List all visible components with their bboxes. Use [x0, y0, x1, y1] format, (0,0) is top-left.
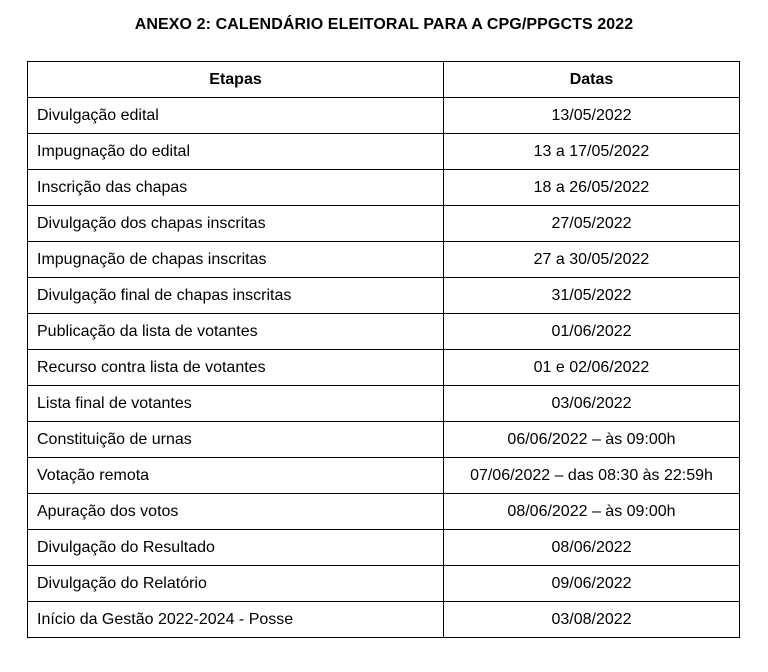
stage-cell: Lista final de votantes: [28, 386, 444, 422]
date-cell: 13 a 17/05/2022: [444, 134, 740, 170]
date-cell: 09/06/2022: [444, 566, 740, 602]
table-row: [28, 566, 740, 602]
date-cell: 06/06/2022 – às 09:00h: [444, 422, 740, 458]
date-cell: 01/06/2022: [444, 314, 740, 350]
stage-cell: Divulgação do Relatório: [28, 566, 444, 602]
table-row: [28, 530, 740, 566]
table-row: [28, 386, 740, 422]
table-header-row: [28, 62, 740, 98]
table-row: [28, 206, 740, 242]
table-row: [28, 98, 740, 134]
table-row: [28, 170, 740, 206]
stage-cell: Apuração dos votos: [28, 494, 444, 530]
table-row: [28, 602, 740, 638]
date-cell: 08/06/2022 – às 09:00h: [444, 494, 740, 530]
date-cell: 27 a 30/05/2022: [444, 242, 740, 278]
stage-cell: Divulgação do Resultado: [28, 530, 444, 566]
stage-cell: Divulgação edital: [28, 98, 444, 134]
document-title: ANEXO 2: CALENDÁRIO ELEITORAL PARA A CPG/PPGCTS 2022: [134, 16, 634, 33]
date-cell: 18 a 26/05/2022: [444, 170, 740, 206]
header-stages: Etapas: [28, 62, 444, 98]
date-cell: 03/08/2022: [444, 602, 740, 638]
date-cell: 13/05/2022: [444, 98, 740, 134]
date-cell: 07/06/2022 – das 08:30 às 22:59h: [444, 458, 740, 494]
stage-cell: Divulgação dos chapas inscritas: [28, 206, 444, 242]
table-row: [28, 494, 740, 530]
date-cell: 01 e 02/06/2022: [444, 350, 740, 386]
stage-cell: Inscrição das chapas: [28, 170, 444, 206]
stage-cell: Divulgação final de chapas inscritas: [28, 278, 444, 314]
table-row: [28, 242, 740, 278]
table-row: [28, 458, 740, 494]
table-row: [28, 350, 740, 386]
date-cell: 08/06/2022: [444, 530, 740, 566]
table-row: [28, 278, 740, 314]
stage-cell: Impugnação de chapas inscritas: [28, 242, 444, 278]
table-row: [28, 134, 740, 170]
stage-cell: Constituição de urnas: [28, 422, 444, 458]
stage-cell: Recurso contra lista de votantes: [28, 350, 444, 386]
date-cell: 31/05/2022: [444, 278, 740, 314]
date-cell: 27/05/2022: [444, 206, 740, 242]
electoral-calendar-table: [27, 61, 740, 638]
table-row: [28, 422, 740, 458]
stage-cell: Votação remota: [28, 458, 444, 494]
stage-cell: Publicação da lista de votantes: [28, 314, 444, 350]
table-row: [28, 314, 740, 350]
stage-cell: Início da Gestão 2022-2024 - Posse: [28, 602, 444, 638]
stage-cell: Impugnação do edital: [28, 134, 444, 170]
date-cell: 03/06/2022: [444, 386, 740, 422]
header-dates: Datas: [444, 62, 740, 98]
